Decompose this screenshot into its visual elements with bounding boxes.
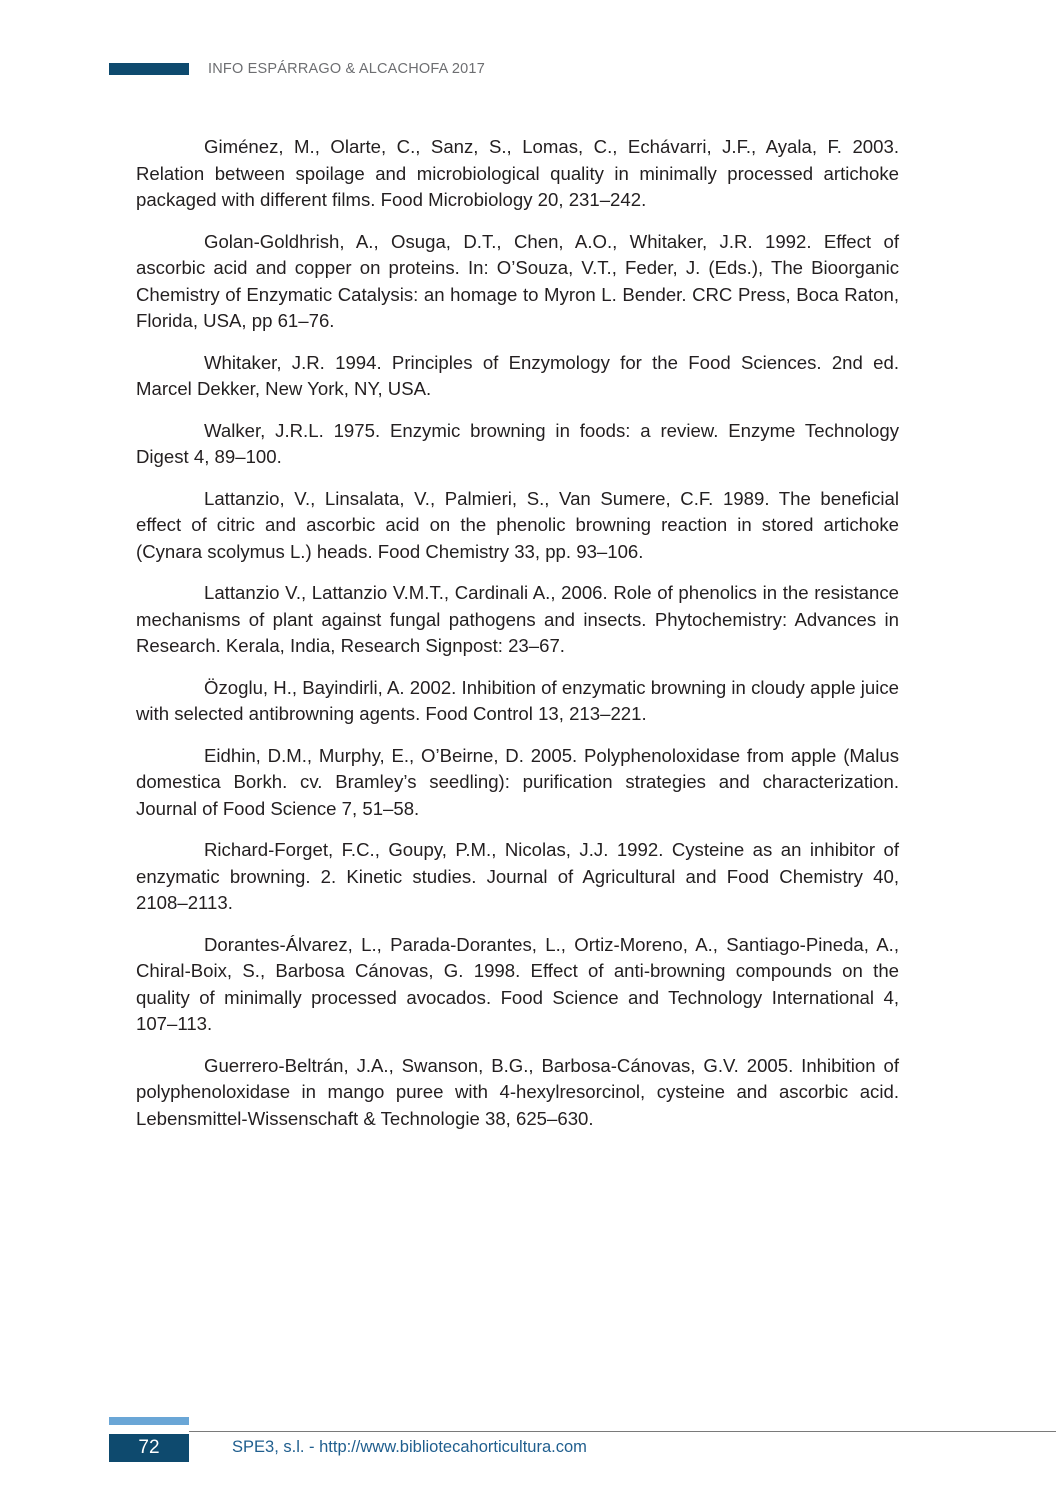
page-number: 72 [109, 1434, 189, 1462]
reference-item: Golan-Goldhrish, A., Osuga, D.T., Chen, A.O., Whitaker, J.R. 1992. Effect of ascorbic acid and copper on proteins. In: O’Souza, V.T., Feder, J. (Eds.), The Bioorganic Chemistry of Enzymatic Catalysis: an homage to Myron L. Bender. CRC Press, Boca Raton, Florida, USA, pp 61–76. [136, 230, 899, 331]
running-header-title: INFO ESPÁRRAGO & ALCACHOFA 2017 [208, 61, 485, 77]
reference-item: Richard-Forget, F.C., Goupy, P.M., Nicolas, J.J. 1992. Cysteine as an inhibitor of enzymatic browning. 2. Kinetic studies. Journal of Agricultural and Food Chemistry 40, 2108–2113. [136, 839, 899, 913]
reference-item: Guerrero-Beltrán, J.A., Swanson, B.G., Barbosa-Cánovas, G.V. 2005. Inhibition of polyphenoloxidase in mango puree with 4-hexylresorcinol, cysteine and ascorbic acid. Lebensmittel-Wissenschaft & Technologie 38, 625–630. [136, 1054, 899, 1129]
header-accent-bar [109, 63, 189, 75]
reference-item: Eidhin, D.M., Murphy, E., O’Beirne, D. 2005. Polyphenoloxidase from apple (Malus domestica Borkh. cv. Bramley’s seedling): purification strategies and characterization. Journal of Food Science 7, 51–58. [136, 744, 899, 819]
footer-accent-bar [109, 1417, 189, 1425]
footer-divider [189, 1431, 1056, 1432]
reference-list [136, 134, 899, 1147]
reference-item: Lattanzio, V., Linsalata, V., Palmieri, S., Van Sumere, C.F. 1989. The beneficial effect of citric and ascorbic acid on the phenolic browning reaction in stored artichoke (Cynara scolymus L.) heads. Food Chemistry 33, pp. 93–106. [136, 487, 899, 562]
reference-item: Whitaker, J.R. 1994. Principles of Enzymology for the Food Sciences. 2nd ed. Marcel Dekker, New York, NY, USA. [136, 351, 899, 399]
reference-item: Özoglu, H., Bayindirli, A. 2002. Inhibition of enzymatic browning in cloudy apple juice with selected antibrowning agents. Food Control 13, 213–221. [136, 676, 899, 724]
reference-item: Lattanzio V., Lattanzio V.M.T., Cardinali A., 2006. Role of phenolics in the resistance mechanisms of plant against fungal pathogens and insects. Phytochemistry: Advances in Research. Kerala, India, Research Signpost: 23–67. [136, 582, 899, 656]
reference-item: Giménez, M., Olarte, C., Sanz, S., Lomas, C., Echávarri, J.F., Ayala, F. 2003. Relation between spoilage and microbiological quality in minimally processed artichoke packaged with different films. Food Microbiology 20, 231–242. [136, 136, 899, 210]
reference-item: Dorantes-Álvarez, L., Parada-Dorantes, L., Ortiz-Moreno, A., Santiago-Pineda, A., Chiral-Boix, S., Barbosa Cánovas, G. 1998. Effect of anti-browning compounds on the quality of minimally processed avocados. Food Science and Technology International 4, 107–113. [136, 933, 899, 1034]
reference-item: Walker, J.R.L. 1975. Enzymic browning in foods: a review. Enzyme Technology Digest 4, 89–100. [136, 419, 899, 467]
footer-publisher-link[interactable]: SPE3, s.l. - http://www.bibliotecahorticultura.com [232, 1438, 587, 1456]
